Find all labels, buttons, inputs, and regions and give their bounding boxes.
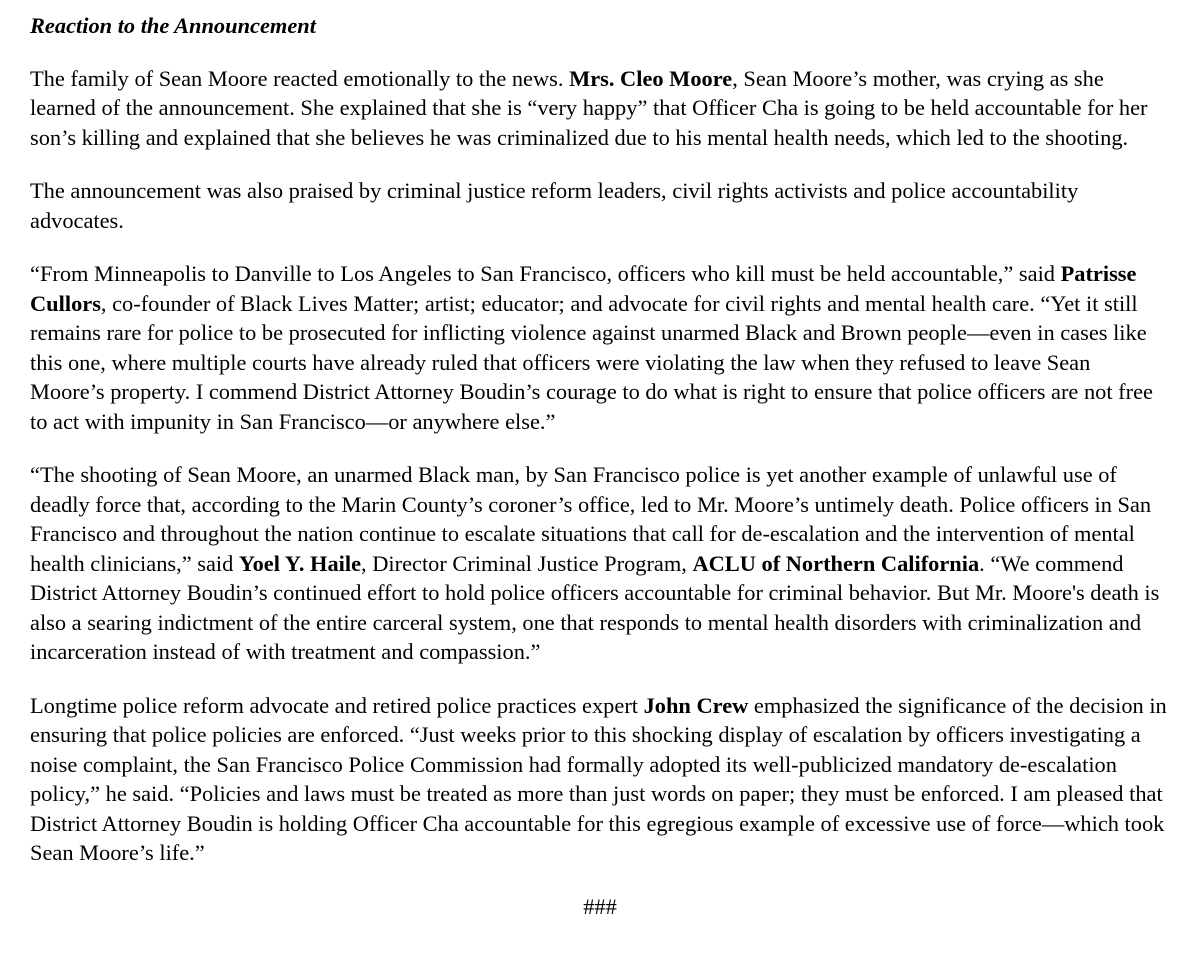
name-yoel-haile: Yoel Y. Haile [238, 550, 362, 576]
paragraph-text: The announcement was also praised by criminal justice reform leaders, civil rights activists and police accountability advocates. [30, 178, 1079, 233]
paragraph-text: Longtime police reform advocate and retired police practices expert [30, 692, 644, 718]
paragraph-text: “From Minneapolis to Danville to Los Angeles to San Francisco, officers who kill must be held accountable,” said [30, 261, 1061, 286]
paragraph-crew-quote [30, 691, 1170, 868]
paragraph-text: . “We commend District Attorney Boudin’s continued effort to hold police officers accountable for criminal behavior. But Mr. Moore's death is also a searing indictment of the entire carceral system, one that responds to mental health disorders with criminalization and incarceration instead of with treatment and compassion.” [30, 550, 1160, 664]
paragraph-text: , Sean Moore’s mother, was crying as she learned of the announcement. She explained that she is “very happy” that Officer Cha is going to be held accountable for her son’s killing and explained that she believes he was criminalized due to his mental health needs, which led to the shooting. [30, 65, 1148, 150]
name-patrisse-cullors: Patrisse Cullors [30, 261, 1137, 316]
paragraph-text: , co-founder of Black Lives Matter; artist; educator; and advocate for civil rights and mental health care. “Yet it still remains rare for police to be prosecuted for inflicting violence against unarmed Black and Brown people—even in cases like this one, where multiple courts have already ruled that officers were violating the law when they refused to leave Sean Moore’s property. I commend District Attorney Boudin’s courage to do what is right to ensure that police officers are not free to act with impunity in San Francisco—or anywhere else.” [30, 290, 1153, 434]
paragraph-haile-quote [30, 460, 1170, 667]
name-john-crew: John Crew [643, 692, 749, 718]
end-mark: ### [583, 893, 617, 919]
paragraph-text: “The shooting of Sean Moore, an unarmed Black man, by San Francisco police is yet another example of unlawful use of deadly force that, according to the Marin County’s coroner’s office, led to Mr. Moore’s untimely death. Police officers in San Francisco and throughout the nation continue to escalate situations that call for de-escalation and the intervention of mental health clinicians,” said [30, 462, 1152, 576]
paragraph-family-reaction [30, 64, 1170, 153]
name-cleo-moore: Mrs. Cleo Moore [569, 65, 733, 91]
paragraph-text: The family of Sean Moore reacted emotionally to the news. [30, 65, 570, 91]
paragraph-praise [30, 176, 1170, 235]
paragraph-text: emphasized the significance of the decision in ensuring that police policies are enforced. “Just weeks prior to this shocking display of escalation by officers investigating a noise complaint, the San Francisco Police Commission had formally adopted its well-publicized mandatory de-escalation policy,” he said. “Policies and laws must be treated as more than just words on paper; they must be enforced. I am pleased that District Attorney Boudin is holding Officer Cha accountable for this egregious example of excessive use of force—which took Sean Moore’s life.” [30, 692, 1167, 865]
section-heading: Reaction to the Announcement [30, 13, 316, 38]
org-aclu-northern-california: ACLU of Northern California [692, 550, 980, 576]
paragraph-text: , Director Criminal Justice Program, [361, 550, 693, 576]
paragraph-cullors-quote [30, 259, 1170, 436]
